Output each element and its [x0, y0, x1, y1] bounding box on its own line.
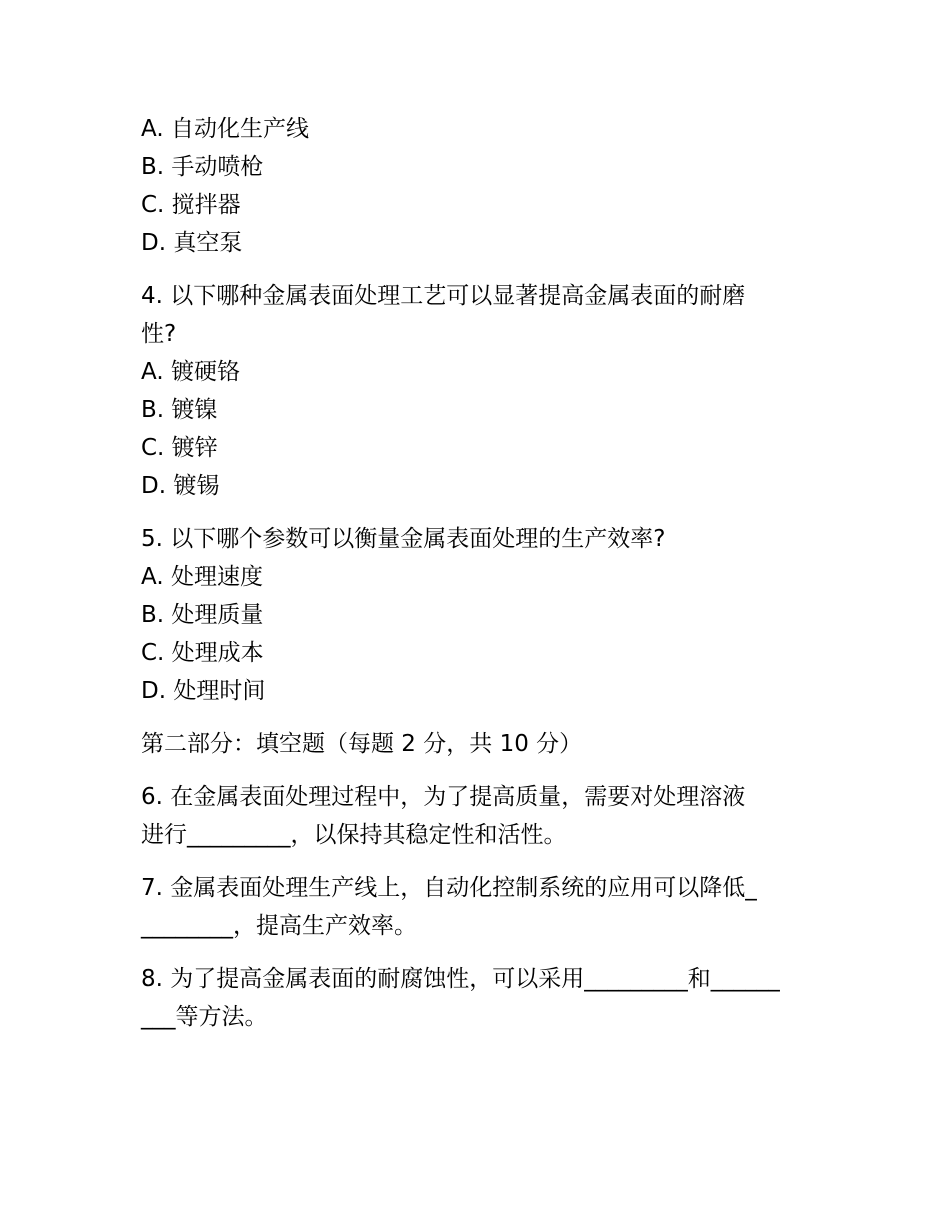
q7-line-2: ________，提高生产效率。 [141, 913, 417, 939]
q6-line-2: 进行_________，以保持其稳定性和活性。 [141, 822, 567, 848]
q5-stem: 5. 以下哪个参数可以衡量金属表面处理的生产效率? [141, 526, 666, 552]
q5-option-d: D. 处理时间 [141, 678, 266, 704]
q4-option-b: B. 镀镍 [141, 397, 218, 423]
question-4 [141, 277, 821, 505]
question-5 [141, 520, 821, 710]
q3-option-d: D. 真空泵 [141, 230, 243, 256]
q8-line-2: ___等方法。 [141, 1004, 268, 1030]
q5-option-c: C. 处理成本 [141, 640, 264, 666]
q3-option-c: C. 搅拌器 [141, 192, 241, 218]
q4-stem-line-1: 4. 以下哪种金属表面处理工艺可以显著提高金属表面的耐磨 [141, 283, 746, 309]
q4-option-d: D. 镀锡 [141, 473, 220, 499]
q4-option-c: C. 镀锌 [141, 435, 218, 461]
q8-line-1: 8. 为了提高金属表面的耐腐蚀性，可以采用_________和______ [141, 966, 780, 992]
q4-stem-line-2: 性? [141, 321, 177, 347]
q7-line-1: 7. 金属表面处理生产线上，自动化控制系统的应用可以降低_ [141, 875, 757, 901]
question-8 [141, 960, 821, 1036]
q3-option-b: B. 手动喷枪 [141, 154, 264, 180]
exam-page [141, 110, 821, 1051]
section-2-heading-block [141, 725, 821, 763]
question-3-options [141, 110, 821, 262]
question-7 [141, 869, 821, 945]
q3-option-a: A. 自动化生产线 [141, 116, 309, 142]
question-6 [141, 778, 821, 854]
q5-option-b: B. 处理质量 [141, 602, 264, 628]
q6-line-1: 6. 在金属表面处理过程中，为了提高质量，需要对处理溶液 [141, 784, 746, 810]
q4-option-a: A. 镀硬铬 [141, 359, 240, 385]
section-2-heading: 第二部分：填空题（每题 2 分，共 10 分） [141, 731, 583, 757]
q5-option-a: A. 处理速度 [141, 564, 263, 590]
